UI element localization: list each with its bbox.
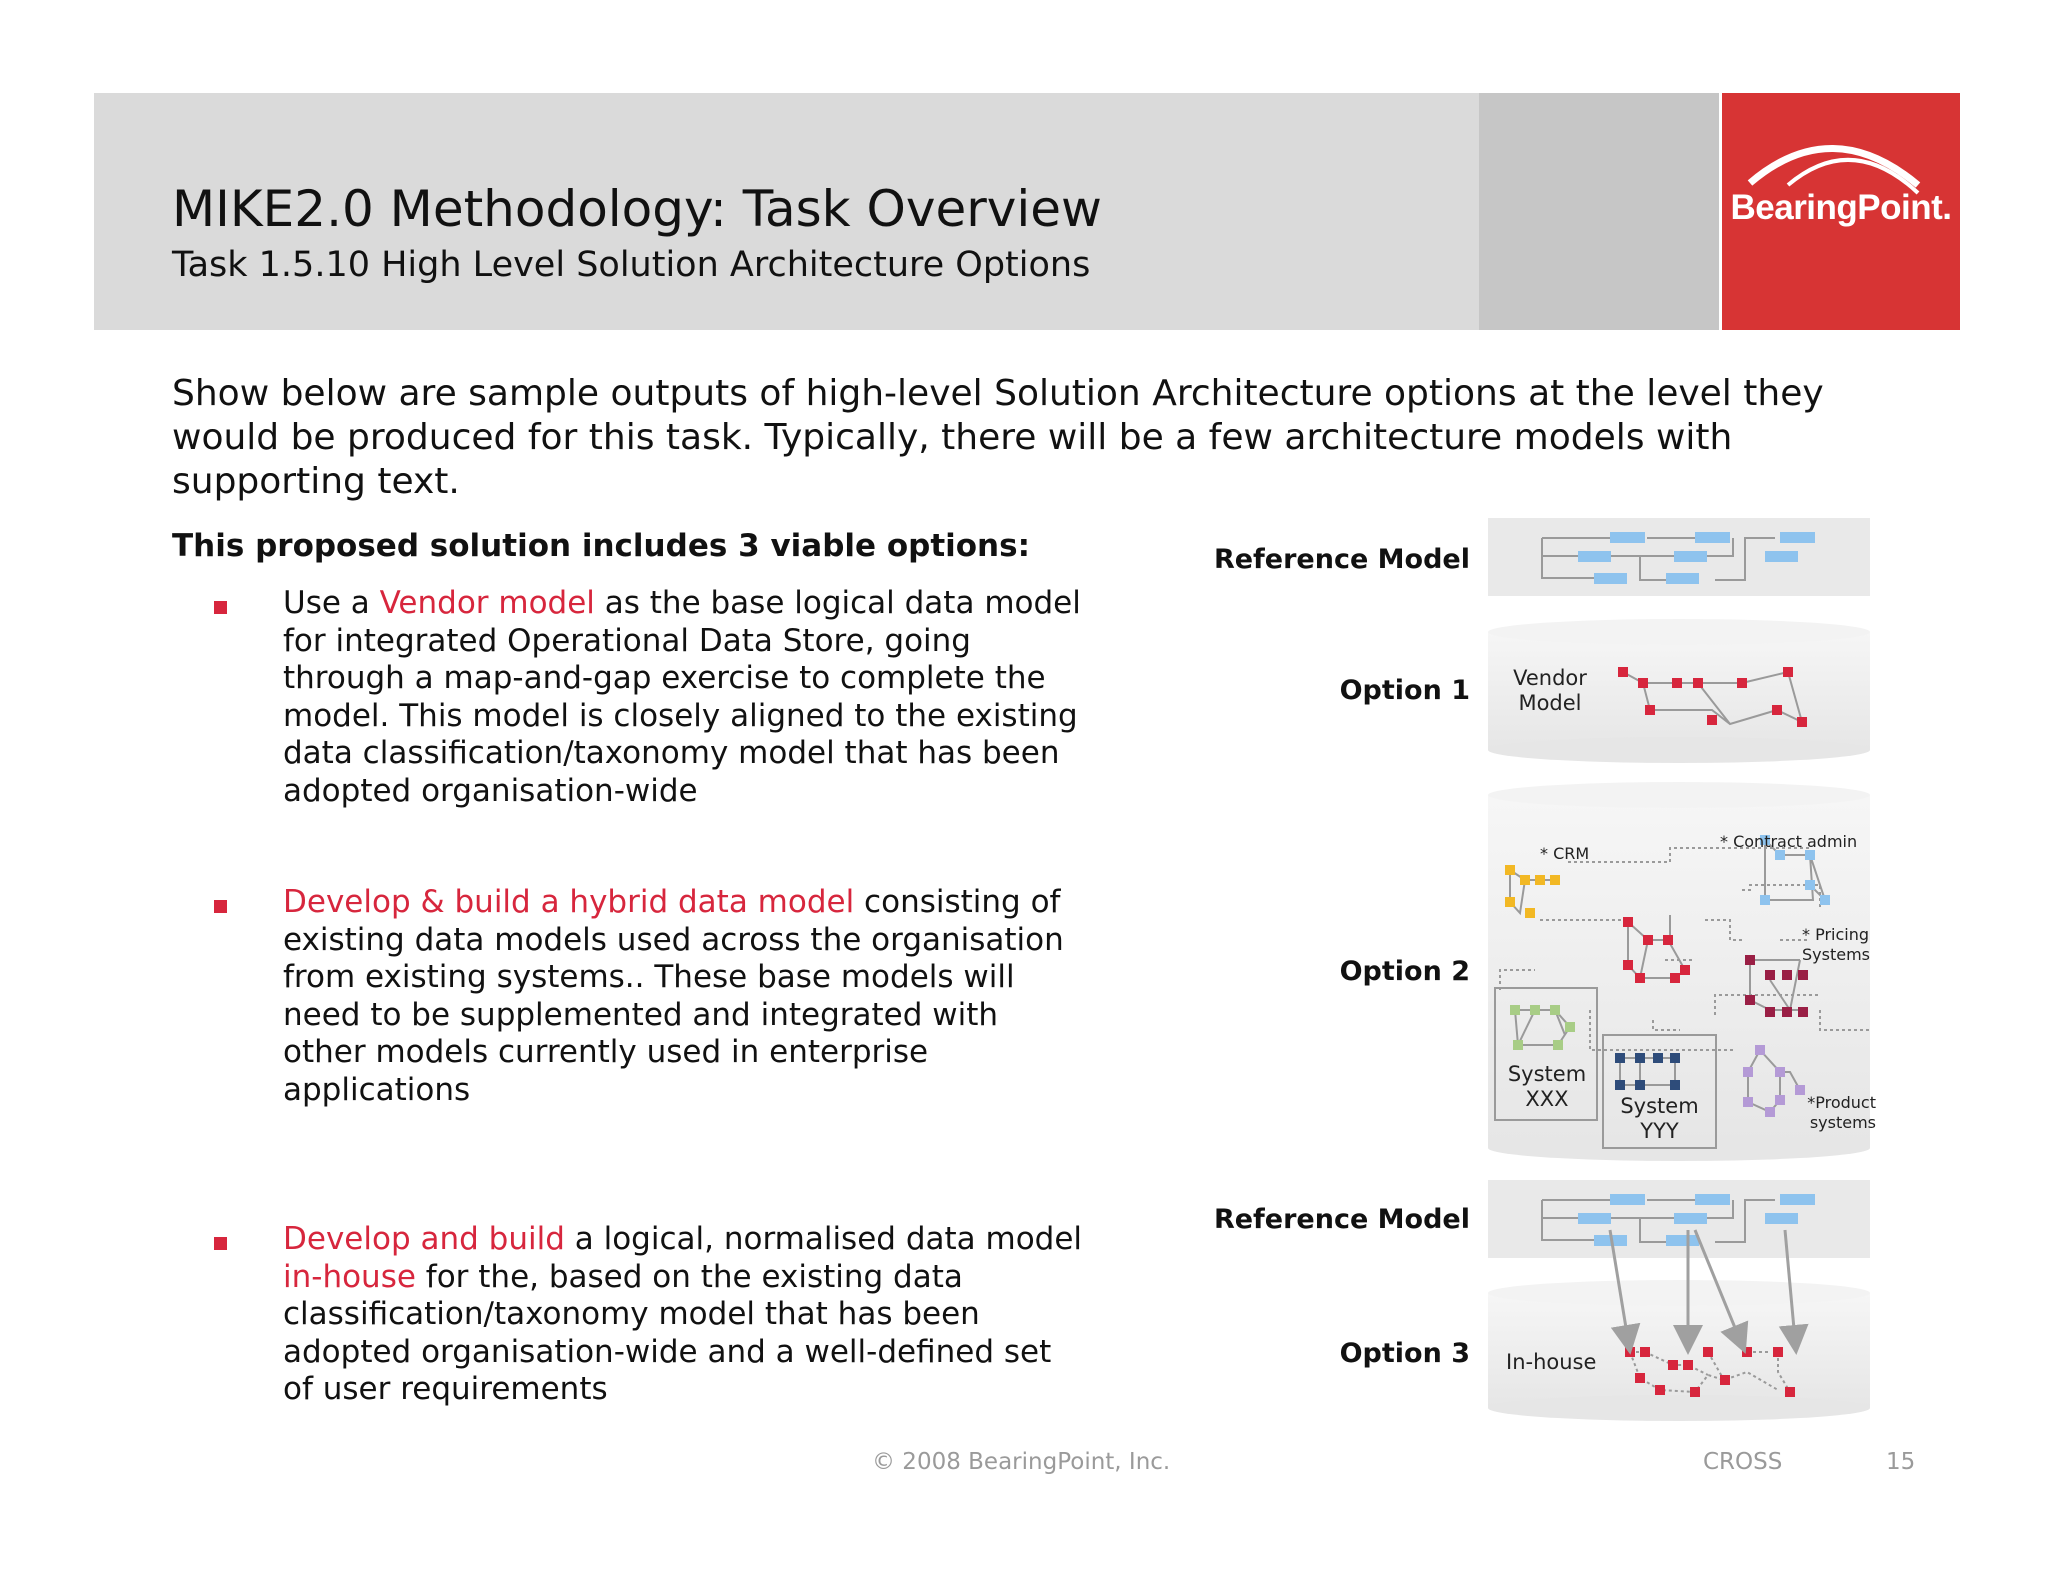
vendor-model-label: Vendor Model <box>1513 666 1587 715</box>
crm-label: * CRM <box>1540 844 1590 863</box>
option-3-cylinder <box>1488 1230 1870 1421</box>
label-reference-model-1: Reference Model <box>1213 544 1470 575</box>
bullet-line: model. This model is closely aligned to the existing <box>283 697 1078 734</box>
bullet-line: classification/taxonomy model that has been <box>283 1296 980 1332</box>
bullet-line: from existing systems.. These base models will <box>283 959 1015 995</box>
bullet-line: applications <box>283 1071 471 1108</box>
page-title: MIKE2.0 Methodology: Task Overview <box>172 180 1102 238</box>
label-option-2: Option 2 <box>1339 956 1470 987</box>
bullet-line: other models currently used in enterprise <box>283 1034 929 1070</box>
footer-cross: CROSS <box>1703 1449 1783 1475</box>
bullet-line: need to be supplemented and integrated with <box>283 996 999 1033</box>
bullet-line: Use a Vendor model as the base logical data model <box>283 585 1081 621</box>
options-heading: This proposed solution includes 3 viable options: <box>172 528 1030 564</box>
bullet-line: of user requirements <box>283 1371 608 1407</box>
bullet-line: existing data models used across the organisation <box>283 921 1064 958</box>
label-option-3: Option 3 <box>1339 1338 1470 1369</box>
bullet-line: through a map-and-gap exercise to complete the <box>283 660 1046 696</box>
bullet-text-2 <box>283 884 1163 1109</box>
label-option-1: Option 1 <box>1339 675 1470 706</box>
bullet-marker <box>214 1237 227 1250</box>
logo-wordmark: BearingPoint. <box>1730 188 1952 227</box>
system-xxx-label: System XXX <box>1507 1062 1587 1111</box>
architecture-diagram <box>1480 510 1880 1440</box>
bullet-line: in-house for the, based on the existing data <box>283 1258 963 1295</box>
intro-paragraph: Show below are sample outputs of high-level Solution Architecture options at the level they would be produced for this task. Typically, there will be a few architecture models with supporting text. <box>172 373 1824 502</box>
bullet-line: Develop & build a hybrid data model consisting of <box>283 884 1061 920</box>
bullet-line: Develop and build a logical, normalised data model <box>283 1221 1083 1257</box>
bullet-text-1 <box>283 585 1163 810</box>
system-yyy-label: System YYY <box>1620 1094 1699 1143</box>
bullet-marker <box>214 900 227 913</box>
bullet-line: for integrated Operational Data Store, going <box>283 622 971 659</box>
bullet-text-3 <box>283 1221 1163 1409</box>
reference-model-1-panel <box>1488 518 1870 596</box>
bullet-line: adopted organisation-wide <box>283 772 698 809</box>
bullet-line: data classification/taxonomy model that has been <box>283 735 1060 771</box>
footer-copyright: © 2008 BearingPoint, Inc. <box>872 1449 1171 1475</box>
bullet-line: adopted organisation-wide and a well-defined set <box>283 1333 1052 1370</box>
in-house-label: In-house <box>1506 1350 1597 1374</box>
footer-page-number: 15 <box>1886 1449 1916 1475</box>
contract-admin-label: * Contract admin <box>1720 832 1858 851</box>
product-systems-label: *Product systems <box>1807 1093 1876 1132</box>
header-band-accent <box>1479 93 1719 330</box>
label-reference-model-2: Reference Model <box>1213 1204 1470 1235</box>
reference-model-2-panel <box>1488 1180 1870 1258</box>
page-subtitle: Task 1.5.10 High Level Solution Architecture Options <box>172 245 1091 285</box>
pricing-systems-label: * Pricing Systems <box>1802 925 1870 964</box>
bullet-marker <box>214 601 227 614</box>
